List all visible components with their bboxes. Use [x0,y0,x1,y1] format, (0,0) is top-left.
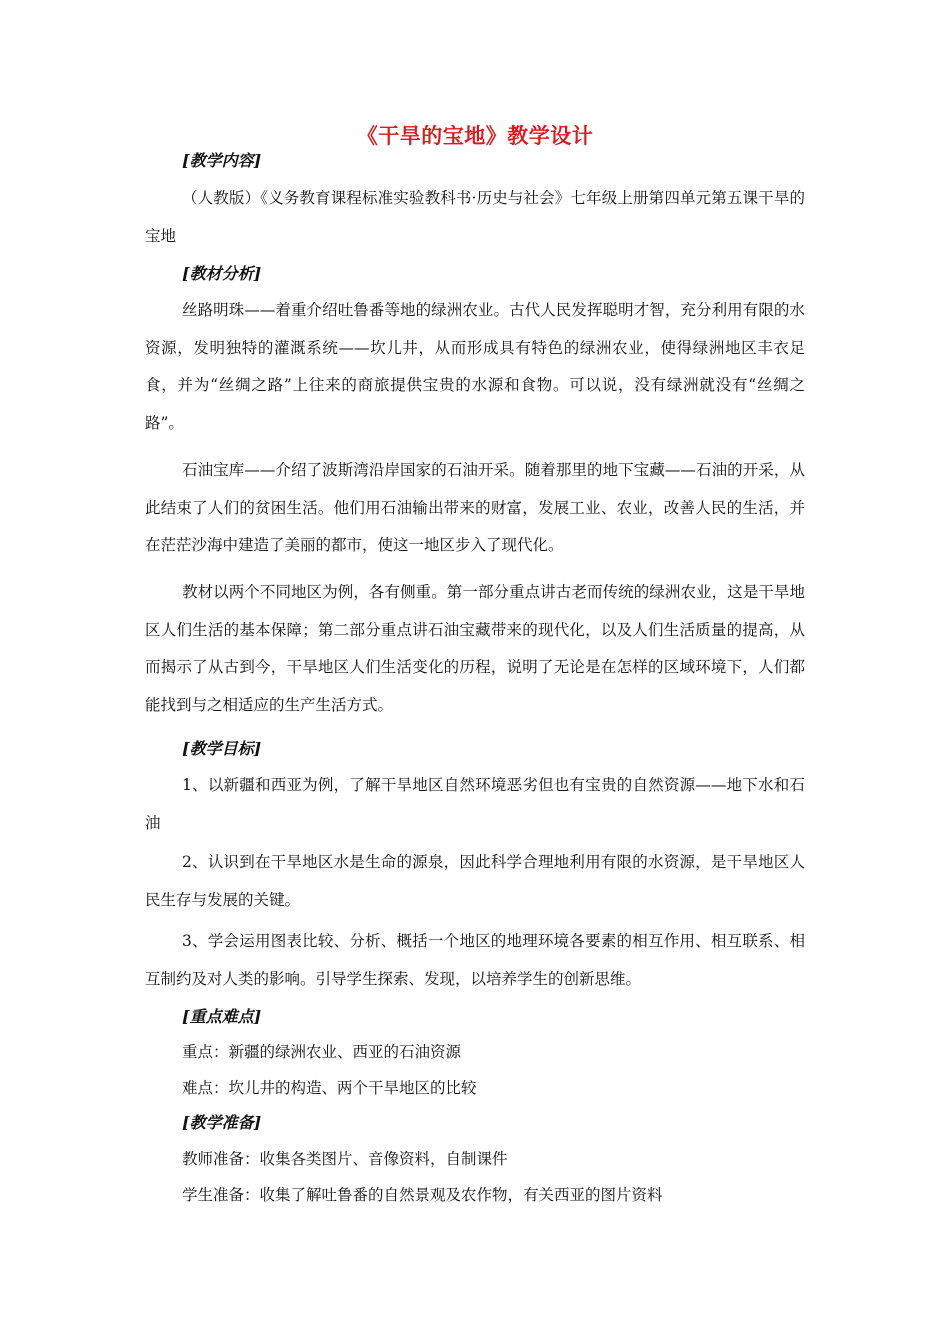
paragraph-teaching-content: （人教版）《义务教育课程标准实验教科书·历史与社会》七年级上册第四单元第五课干旱的宝地 [145,189,805,245]
document-title: 《干旱的宝地》教学设计 [356,123,594,148]
objective-item-3: 3、学会运用图表比较、分析、概括一个地区的地理环境各要素的相互作用、相互联系、相互制约及对人类的影响。引导学生探索、发现，以培养学生的创新思维。 [145,932,805,988]
preparation-teacher: 教师准备：收集各类图片、音像资料，自制课件 [182,1150,508,1168]
heading-material-analysis: [教材分析] [182,264,262,283]
heading-teaching-content: [教学内容] [182,151,262,170]
paragraph-oil-treasury: 石油宝库——介绍了波斯湾沿岸国家的石油开采。随着那里的地下宝藏——石油的开采，从此结束了人们的贫困生活。他们用石油输出带来的财富，发展工业、农业，改善人民的生活，并在茫茫沙海中建造了美丽的都市，使这一地区步入了现代化。 [145,461,805,554]
paragraph-material-overview: 教材以两个不同地区为例，各有侧重。第一部分重点讲古老而传统的绿洲农业，这是干旱地区人们生活的基本保障；第二部分重点讲石油宝藏带来的现代化，以及人们生活质量的提高，从而揭示了从古到今，干旱地区人们生活变化的历程，说明了无论是在怎样的区域环境下，人们都能找到与之相适应的生产生活方式。 [145,583,805,714]
heading-key-points: [重点难点] [182,1007,262,1026]
key-point-focus: 重点：新疆的绿洲农业、西亚的石油资源 [182,1043,462,1061]
key-point-difficulty: 难点：坎儿井的构造、两个干旱地区的比较 [182,1079,477,1097]
objective-item-2: 2、认识到在干旱地区水是生命的源泉，因此科学合理地利用有限的水资源，是干旱地区人民生存与发展的关键。 [145,853,805,909]
heading-teaching-objectives: [教学目标] [182,739,262,758]
paragraph-silk-road-pearl: 丝路明珠——着重介绍吐鲁番等地的绿洲农业。古代人民发挥聪明才智，充分利用有限的水资源，发明独特的灌溉系统——坎儿井，从而形成具有特色的绿洲农业，使得绿洲地区丰衣足食，并为“丝绸之路”上往来的商旅提供宝贵的水源和食物。可以说，没有绿洲就没有“丝绸之路”。 [145,301,805,432]
preparation-student: 学生准备：收集了解吐鲁番的自然景观及农作物，有关西亚的图片资料 [182,1186,663,1204]
heading-teaching-preparation: [教学准备] [182,1113,262,1132]
objective-item-1: 1、以新疆和西亚为例，了解干旱地区自然环境恶劣但也有宝贵的自然资源——地下水和石油 [145,776,805,832]
